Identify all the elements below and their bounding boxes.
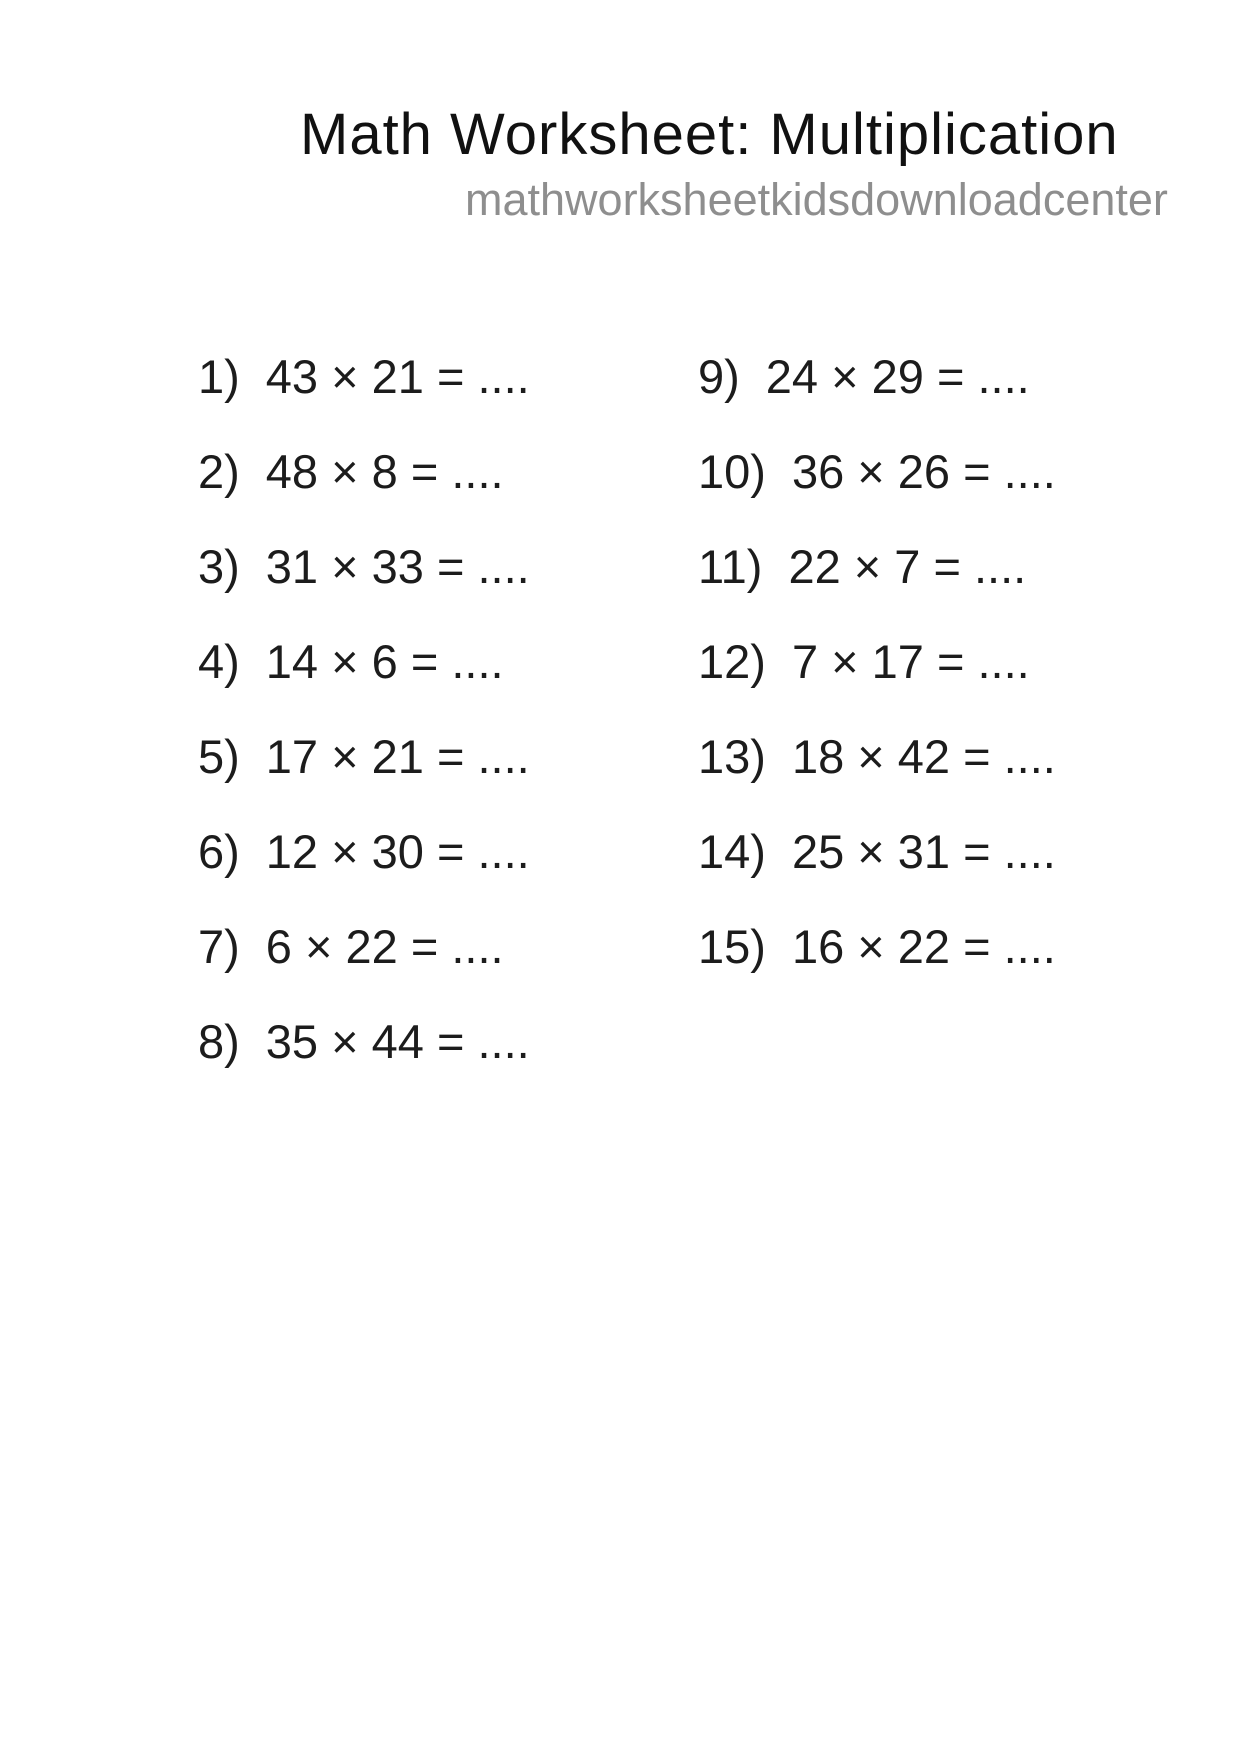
problem-row bbox=[698, 329, 1056, 424]
problem-row bbox=[698, 709, 1056, 804]
problem-number: 12) bbox=[698, 635, 766, 688]
problem-equation: 25 × 31 = .... bbox=[791, 825, 1056, 878]
problem-number: 15) bbox=[698, 920, 766, 973]
problems-column-right bbox=[698, 329, 1056, 994]
problem-equation: 35 × 44 = .... bbox=[265, 1015, 530, 1068]
problems-column-left bbox=[198, 329, 530, 1089]
problem-number: 11) bbox=[698, 540, 763, 593]
problem-number: 2) bbox=[198, 445, 240, 498]
problem-number: 5) bbox=[198, 730, 240, 783]
problem-row bbox=[198, 709, 530, 804]
problem-row bbox=[198, 804, 530, 899]
problem-number: 13) bbox=[698, 730, 766, 783]
problem-equation: 7 × 17 = .... bbox=[791, 635, 1030, 688]
problem-equation: 31 × 33 = .... bbox=[265, 540, 530, 593]
problem-number: 3) bbox=[198, 540, 240, 593]
problem-number: 10) bbox=[698, 445, 766, 498]
problem-equation: 36 × 26 = .... bbox=[791, 445, 1056, 498]
problem-number: 14) bbox=[698, 825, 766, 878]
problem-row bbox=[698, 899, 1056, 994]
problem-number: 1) bbox=[198, 350, 240, 403]
problem-number: 9) bbox=[698, 350, 740, 403]
problem-equation: 24 × 29 = .... bbox=[765, 350, 1030, 403]
problem-equation: 6 × 22 = .... bbox=[265, 920, 504, 973]
problem-row bbox=[198, 899, 530, 994]
problem-number: 7) bbox=[198, 920, 240, 973]
problem-row bbox=[198, 329, 530, 424]
problem-row bbox=[698, 804, 1056, 899]
problem-row bbox=[698, 614, 1056, 709]
page-title: Math Worksheet: Multiplication bbox=[300, 102, 1119, 167]
problem-equation: 22 × 7 = .... bbox=[788, 540, 1027, 593]
site-watermark: mathworksheetkidsdownloadcenter bbox=[465, 174, 1168, 225]
problem-number: 4) bbox=[198, 635, 240, 688]
problem-row bbox=[698, 519, 1056, 614]
problem-equation: 16 × 22 = .... bbox=[791, 920, 1056, 973]
problem-row bbox=[198, 424, 530, 519]
problem-equation: 43 × 21 = .... bbox=[265, 350, 530, 403]
problem-equation: 12 × 30 = .... bbox=[265, 825, 530, 878]
problem-row bbox=[198, 614, 530, 709]
problem-equation: 14 × 6 = .... bbox=[265, 635, 504, 688]
problem-equation: 18 × 42 = .... bbox=[791, 730, 1056, 783]
problem-row bbox=[198, 519, 530, 614]
problem-equation: 17 × 21 = .... bbox=[265, 730, 530, 783]
problem-equation: 48 × 8 = .... bbox=[265, 445, 504, 498]
problem-row bbox=[698, 424, 1056, 519]
problem-number: 8) bbox=[198, 1015, 240, 1068]
problem-row bbox=[198, 994, 530, 1089]
problem-number: 6) bbox=[198, 825, 240, 878]
